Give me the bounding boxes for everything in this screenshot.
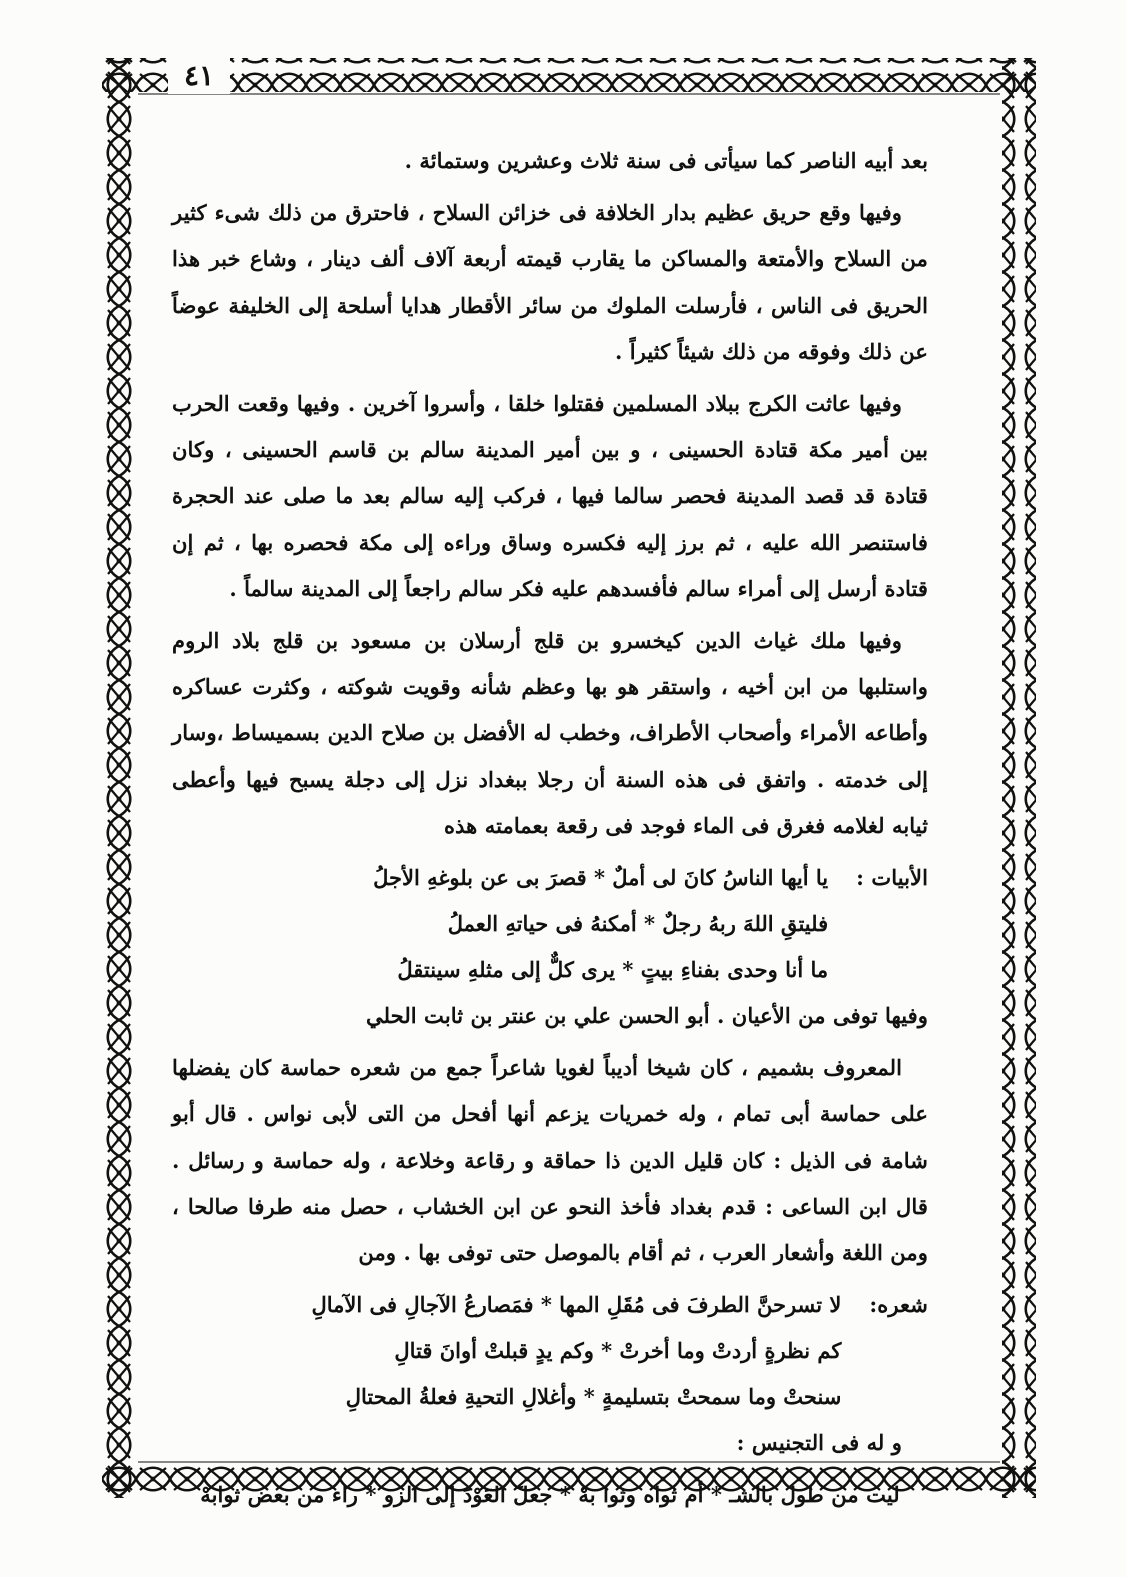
final-verse: ليت من طول بالشـ * أم ثواه وثوا بهْ * جعلَ العَوْدَ إلى الزو * راء من بعض ثوابهْ	[200, 1482, 900, 1508]
verse-line: لا تسرحنَّ الطرفَ فى مُقَلِ المها * فمَصارعُ الآجالِ فى الآمالِ	[311, 1292, 842, 1318]
verse-line: ما أنا وحدى بفناءِ بيتٍ * يرى كلٌّ إلى مثلهِ سينتقلُ	[397, 957, 829, 983]
verse-block-1	[172, 855, 928, 993]
verse-line: فليتقِ اللهَ ربهُ رجلٌ * أمكنهُ فى حياتهِ العملُ	[447, 911, 829, 937]
paragraph-1: بعد أبيه الناصر كما سيأتى فى سنة ثلاث وعشرين وستمائة .	[404, 148, 928, 173]
tajnis-intro: و له فى التجنيس :	[736, 1430, 902, 1456]
paragraph-5: المعروف بشميم ، كان شيخا أديباً لغويا شاعراً جمع من شعره حماسة كان يفضلها على حماسة أبى تمام ، وله خمريات يزعم أنها أفحل من التى لأبى نواس . قال أبو شامة فى الذيل : كان قليل الدين ذا حماقة و رقاعة وخلاعة ، وله حماسة و رسائل . قال ابن الساعى : قدم بغداد فأخذ النحو عن ابن الخشاب ، حصل منه طرفا صالحا ، ومن اللغة وأشعار العرب ، ثم أقام بالموصل حتى توفى بها . ومن	[172, 1055, 928, 1266]
verse-list	[373, 855, 828, 993]
verse-block-2	[172, 1282, 928, 1420]
verse-line: سنحتْ وما سمحتْ بتسليمةٍ * وأغلالِ التحيةِ فعلةُ المحتالِ	[345, 1384, 842, 1410]
paragraph-4: وفيها ملك غياث الدين كيخسرو بن قلج أرسلان بن مسعود بن قلج بلاد الروم واستلبها من ابن أخيه ، واستقر هو بها وعظم شأنه وقويت شوكته ، وكثرت عساكره وأطاعه الأمراء وأصحاب الأطراف، وخطب له الأفضل بن صلاح الدين بسميساط ،وسار إلى خدمته . واتفق فى هذه السنة أن رجلا ببغداد نزل إلى دجلة يسبح فيها وأعطى ثيابه لغلامه فغرق فى الماء فوجد فى رقعة بعمامته هذه	[172, 628, 928, 838]
obituary-line: وفيها توفى من الأعيان . أبو الحسن علي بن عنتر بن ثابت الحلي	[365, 1003, 928, 1029]
page-number: ٤١	[168, 58, 230, 94]
verse-intro-label: الأبيات :	[856, 865, 928, 891]
verse-intro-label: شعره:	[869, 1292, 928, 1318]
verse-line: كم نظرةٍ أردتْ وما أخرتْ * وكم يدٍ قبلتْ أوانَ قتالِ	[394, 1338, 842, 1364]
paragraph-2: وفيها وقع حريق عظيم بدار الخلافة فى خزائن السلاح ، فاحترق من ذلك شىء كثير من السلاح والأمتعة والمساكن ما يقارب قيمته أربعة آلاف ألف دينار ، وشاع خبر هذا الحريق فى الناس ، فأرسلت الملوك من سائر الأقطار هدايا أسلحة إلى الخليفة عوضاً عن ذلك وفوقه من ذلك شيئاً كثيراً .	[172, 200, 928, 364]
verse-list	[311, 1282, 841, 1420]
verse-line: يا أيها الناسُ كانَ لى أملٌ * قصرَ بى عن بلوغهِ الأجلُ	[373, 865, 829, 891]
paragraph-3: وفيها عاثت الكرج ببلاد المسلمين فقتلوا خلقا ، وأسروا آخرين . وفيها وقعت الحرب بين أمير مكة قتادة الحسينى ، و بين أمير المدينة سالم بن قاسم الحسينى ، وكان قتادة قد قصد المدينة فحصر سالما فيها ، فركب إليه سالم بعد ما صلى عند الحجرة فاستنصر الله عليه ، ثم برز إليه فكسره وساق وراءه إلى مكة فحصره بها ، ثم إن قتادة أرسل إلى أمراء سالم فأفسدهم عليه فكر سالم راجعاً إلى المدينة سالماً .	[172, 391, 928, 601]
page-body	[172, 138, 928, 1525]
